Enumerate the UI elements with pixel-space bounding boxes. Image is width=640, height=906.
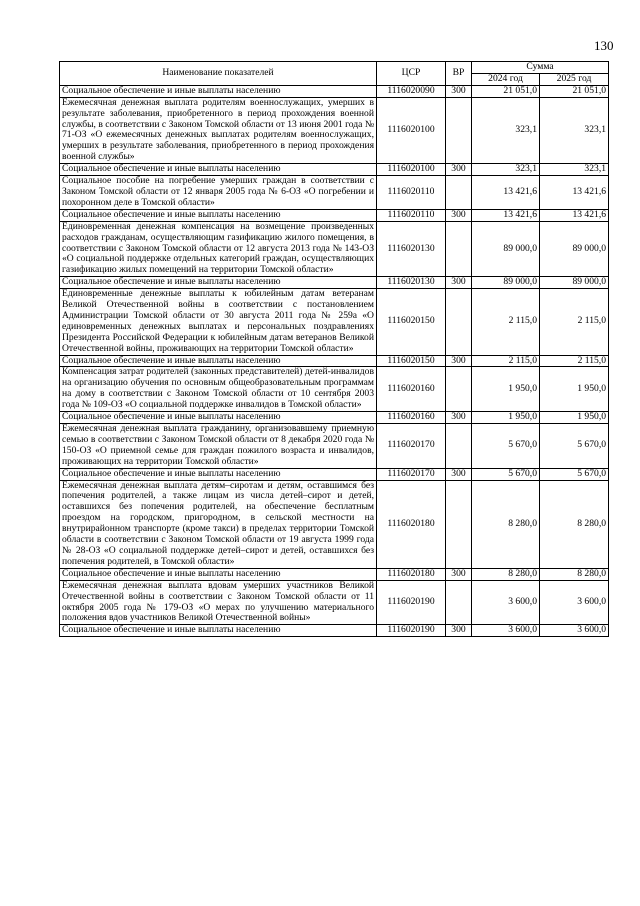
row-sum-2024: 8 280,0 bbox=[472, 480, 540, 568]
table-row bbox=[60, 164, 609, 176]
row-name: Социальное обеспечение и иные выплаты населению bbox=[60, 277, 377, 289]
row-sum-2024: 1 950,0 bbox=[472, 367, 540, 412]
row-sum-2025: 13 421,6 bbox=[540, 209, 609, 221]
row-vr: 300 bbox=[446, 625, 472, 637]
row-name: Социальное обеспечение и иные выплаты населению bbox=[60, 625, 377, 637]
row-sum-2024: 13 421,6 bbox=[472, 209, 540, 221]
table-row bbox=[60, 97, 609, 163]
table-row bbox=[60, 625, 609, 637]
table-row bbox=[60, 355, 609, 367]
header-vr: ВР bbox=[446, 62, 472, 86]
row-name: Компенсация затрат родителей (законных представителей) детей-инвалидов на организацию обучения по основным общеобразовательным программам на дому в соответствии с Законом Томской области от 10 сентября 2003 года № 109-ОЗ «О социальной поддержке инвалидов в Томской области» bbox=[60, 367, 377, 412]
row-csr: 1116020130 bbox=[377, 277, 446, 289]
row-vr bbox=[446, 289, 472, 355]
row-csr: 1116020180 bbox=[377, 568, 446, 580]
row-sum-2024: 2 115,0 bbox=[472, 355, 540, 367]
table-row bbox=[60, 424, 609, 469]
row-name: Социальное обеспечение и иные выплаты населению bbox=[60, 85, 377, 97]
row-csr: 1116020110 bbox=[377, 209, 446, 221]
row-name: Ежемесячная денежная выплата родителям военнослужащих, умерших в результате заболевания, приобретенного в период прохождения военной службы, в соответствии с Законом Томской области от 13 июня 2001 года № 71-ОЗ «О ежемесячных денежных выплатах родителям военнослужащих, умерших в результате заболевания, приобретенного в период прохождения военной службы» bbox=[60, 97, 377, 163]
table-row bbox=[60, 468, 609, 480]
table-row bbox=[60, 568, 609, 580]
row-name: Социальное пособие на погребение умерших граждан в соответствии с Законом Томской области от 12 января 2005 года № 6-ОЗ «О погребении и похоронном деле в Томской области» bbox=[60, 176, 377, 210]
row-sum-2024: 3 600,0 bbox=[472, 580, 540, 625]
row-name: Социальное обеспечение и иные выплаты населению bbox=[60, 568, 377, 580]
table-row bbox=[60, 176, 609, 210]
row-sum-2025: 323,1 bbox=[540, 97, 609, 163]
row-sum-2025: 1 950,0 bbox=[540, 367, 609, 412]
row-name: Социальное обеспечение и иные выплаты населению bbox=[60, 164, 377, 176]
row-vr bbox=[446, 480, 472, 568]
row-csr: 1116020110 bbox=[377, 176, 446, 210]
table-row bbox=[60, 221, 609, 277]
row-csr: 1116020170 bbox=[377, 424, 446, 469]
row-sum-2025: 89 000,0 bbox=[540, 277, 609, 289]
row-csr: 1116020100 bbox=[377, 97, 446, 163]
row-sum-2025: 3 600,0 bbox=[540, 580, 609, 625]
row-vr bbox=[446, 424, 472, 469]
row-sum-2024: 5 670,0 bbox=[472, 424, 540, 469]
row-csr: 1116020150 bbox=[377, 355, 446, 367]
header-name: Наименование показателей bbox=[60, 62, 377, 86]
row-sum-2025: 1 950,0 bbox=[540, 412, 609, 424]
row-csr: 1116020160 bbox=[377, 367, 446, 412]
row-sum-2024: 13 421,6 bbox=[472, 176, 540, 210]
row-csr: 1116020150 bbox=[377, 289, 446, 355]
row-vr bbox=[446, 580, 472, 625]
table-row bbox=[60, 412, 609, 424]
table-row bbox=[60, 580, 609, 625]
row-csr: 1116020180 bbox=[377, 480, 446, 568]
row-csr: 1116020190 bbox=[377, 580, 446, 625]
row-sum-2025: 13 421,6 bbox=[540, 176, 609, 210]
row-vr: 300 bbox=[446, 164, 472, 176]
row-vr: 300 bbox=[446, 568, 472, 580]
row-csr: 1116020160 bbox=[377, 412, 446, 424]
table-row bbox=[60, 209, 609, 221]
row-name: Социальное обеспечение и иные выплаты населению bbox=[60, 209, 377, 221]
row-csr: 1116020130 bbox=[377, 221, 446, 277]
row-vr bbox=[446, 367, 472, 412]
page-number: 130 bbox=[594, 38, 614, 53]
row-vr bbox=[446, 221, 472, 277]
row-name: Ежемесячная денежная выплата детям–сиротам и детям, оставшимся без попечения родителей, а также лицам из числа детей–сирот и детей, оставшихся без попечения родителей, на обеспечение бесплатным проездом на городском, пригородном, в сельской местности на внутрирайонном транспорте (кроме такси) в пределах территории Томской области в соответствии с Законом Томской области от 19 августа 1999 года № 28-ОЗ «О социальной поддержке детей–сирот и детей, оставшихся без попечения родителей, в Томской области» bbox=[60, 480, 377, 568]
row-vr bbox=[446, 97, 472, 163]
row-name: Социальное обеспечение и иные выплаты населению bbox=[60, 468, 377, 480]
row-name: Ежемесячная денежная выплата вдовам умерших участников Великой Отечественной войны в соответствии с Законом Томской области от 11 октября 2005 года № 179-ОЗ «О мерах по улучшению материального положения вдов участников Великой Отечественной войны» bbox=[60, 580, 377, 625]
header-csr: ЦСР bbox=[377, 62, 446, 86]
table-row bbox=[60, 480, 609, 568]
row-sum-2025: 3 600,0 bbox=[540, 625, 609, 637]
row-sum-2025: 8 280,0 bbox=[540, 480, 609, 568]
row-name: Ежемесячная денежная выплата гражданину, организовавшему приемную семью в соответствии с Законом Томской области от 8 декабря 2020 года № 150-ОЗ «О приемной семье для граждан пожилого возраста и инвалидов, проживающих на территории Томской области» bbox=[60, 424, 377, 469]
row-sum-2024: 1 950,0 bbox=[472, 412, 540, 424]
table-row bbox=[60, 277, 609, 289]
row-csr: 1116020170 bbox=[377, 468, 446, 480]
row-vr: 300 bbox=[446, 412, 472, 424]
row-sum-2024: 8 280,0 bbox=[472, 568, 540, 580]
row-sum-2025: 8 280,0 bbox=[540, 568, 609, 580]
row-sum-2025: 21 051,0 bbox=[540, 85, 609, 97]
header-year-2025: 2025 год bbox=[540, 73, 609, 85]
row-sum-2025: 2 115,0 bbox=[540, 289, 609, 355]
row-name: Социальное обеспечение и иные выплаты населению bbox=[60, 355, 377, 367]
row-sum-2024: 21 051,0 bbox=[472, 85, 540, 97]
row-sum-2024: 323,1 bbox=[472, 97, 540, 163]
table-row bbox=[60, 289, 609, 355]
row-name: Единовременные денежные выплаты к юбилейным датам ветеранам Великой Отечественной войны в соответствии с постановлением Администрации Томской области от 30 августа 2011 года № 259а «О единовременных денежных выплатах и персональных поздравлениях Президента Российской Федерации к юбилейным датам ветеранов Великой Отечественной войны, проживающих на территории Томской области» bbox=[60, 289, 377, 355]
row-sum-2024: 323,1 bbox=[472, 164, 540, 176]
row-name: Единовременная денежная компенсация на возмещение произведенных расходов гражданам, осуществляющим газификацию жилого помещения, в соответствии с Законом Томской области от 12 августа 2013 года № 143-ОЗ «О социальной поддержке отдельных категорий граждан, осуществляющих газификацию жилых помещений на территории Томской области» bbox=[60, 221, 377, 277]
row-csr: 1116020090 bbox=[377, 85, 446, 97]
row-vr: 300 bbox=[446, 468, 472, 480]
row-sum-2025: 2 115,0 bbox=[540, 355, 609, 367]
row-sum-2024: 89 000,0 bbox=[472, 221, 540, 277]
table-row bbox=[60, 85, 609, 97]
row-sum-2024: 3 600,0 bbox=[472, 625, 540, 637]
row-name: Социальное обеспечение и иные выплаты населению bbox=[60, 412, 377, 424]
row-vr bbox=[446, 176, 472, 210]
row-vr: 300 bbox=[446, 355, 472, 367]
row-sum-2025: 5 670,0 bbox=[540, 468, 609, 480]
row-csr: 1116020100 bbox=[377, 164, 446, 176]
row-sum-2025: 323,1 bbox=[540, 164, 609, 176]
row-sum-2025: 89 000,0 bbox=[540, 221, 609, 277]
row-sum-2025: 5 670,0 bbox=[540, 424, 609, 469]
row-csr: 1116020190 bbox=[377, 625, 446, 637]
row-sum-2024: 89 000,0 bbox=[472, 277, 540, 289]
header-sum: Сумма bbox=[472, 62, 609, 74]
table-body bbox=[60, 85, 609, 636]
row-sum-2024: 2 115,0 bbox=[472, 289, 540, 355]
row-vr: 300 bbox=[446, 277, 472, 289]
row-vr: 300 bbox=[446, 209, 472, 221]
budget-table bbox=[59, 61, 609, 637]
header-year-2024: 2024 год bbox=[472, 73, 540, 85]
row-vr: 300 bbox=[446, 85, 472, 97]
table-row bbox=[60, 367, 609, 412]
row-sum-2024: 5 670,0 bbox=[472, 468, 540, 480]
